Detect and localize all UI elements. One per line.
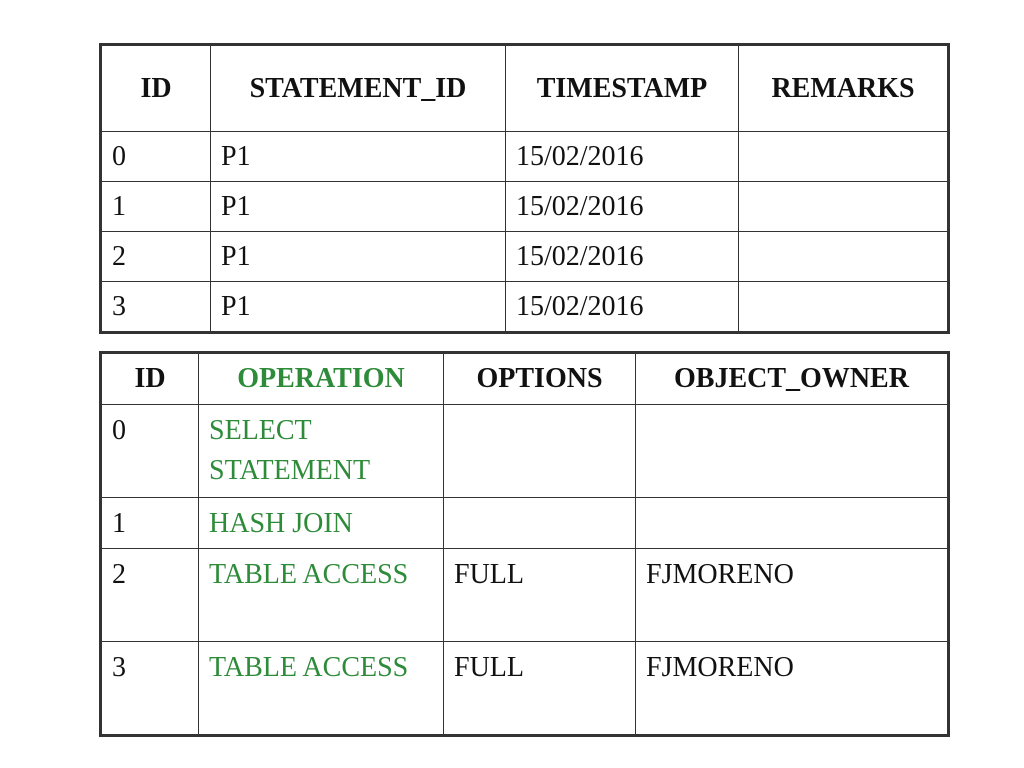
cell-options [444,498,636,549]
cell-timestamp: 15/02/2016 [506,282,739,333]
header-id: ID [101,45,211,132]
cell-statement-id: P1 [211,132,506,182]
table-row [101,642,949,736]
table-row [101,405,949,498]
cell-object-owner [636,405,949,498]
cell-object-owner: FJMORENO [636,549,949,642]
table-row [101,132,949,182]
plan-table-header-row [101,45,949,132]
operations-table [99,351,950,737]
cell-operation: TABLE ACCESS [199,642,444,736]
header-statement-id: STATEMENT_ID [211,45,506,132]
cell-operation: SELECT STATEMENT [199,405,444,498]
cell-statement-id: P1 [211,282,506,333]
cell-object-owner: FJMORENO [636,642,949,736]
cell-id: 1 [101,498,199,549]
cell-remarks [739,132,949,182]
cell-statement-id: P1 [211,232,506,282]
cell-id: 3 [101,642,199,736]
table-row [101,282,949,333]
header-remarks: REMARKS [739,45,949,132]
table-row [101,232,949,282]
table-row [101,182,949,232]
cell-remarks [739,232,949,282]
cell-options [444,405,636,498]
header-object-owner: OBJECT_OWNER [636,353,949,405]
cell-id: 1 [101,182,211,232]
cell-options: FULL [444,642,636,736]
cell-id: 3 [101,282,211,333]
table-row [101,549,949,642]
cell-operation: TABLE ACCESS [199,549,444,642]
table-row [101,498,949,549]
header-timestamp: TIMESTAMP [506,45,739,132]
cell-remarks [739,182,949,232]
cell-timestamp: 15/02/2016 [506,182,739,232]
cell-id: 2 [101,232,211,282]
cell-operation: HASH JOIN [199,498,444,549]
cell-remarks [739,282,949,333]
header-options: OPTIONS [444,353,636,405]
cell-id: 2 [101,549,199,642]
header-operation: OPERATION [199,353,444,405]
cell-object-owner [636,498,949,549]
ops-table-header-row [101,353,949,405]
cell-id: 0 [101,405,199,498]
header-id: ID [101,353,199,405]
cell-timestamp: 15/02/2016 [506,132,739,182]
cell-id: 0 [101,132,211,182]
cell-timestamp: 15/02/2016 [506,232,739,282]
cell-statement-id: P1 [211,182,506,232]
cell-options: FULL [444,549,636,642]
plan-table [99,43,950,334]
